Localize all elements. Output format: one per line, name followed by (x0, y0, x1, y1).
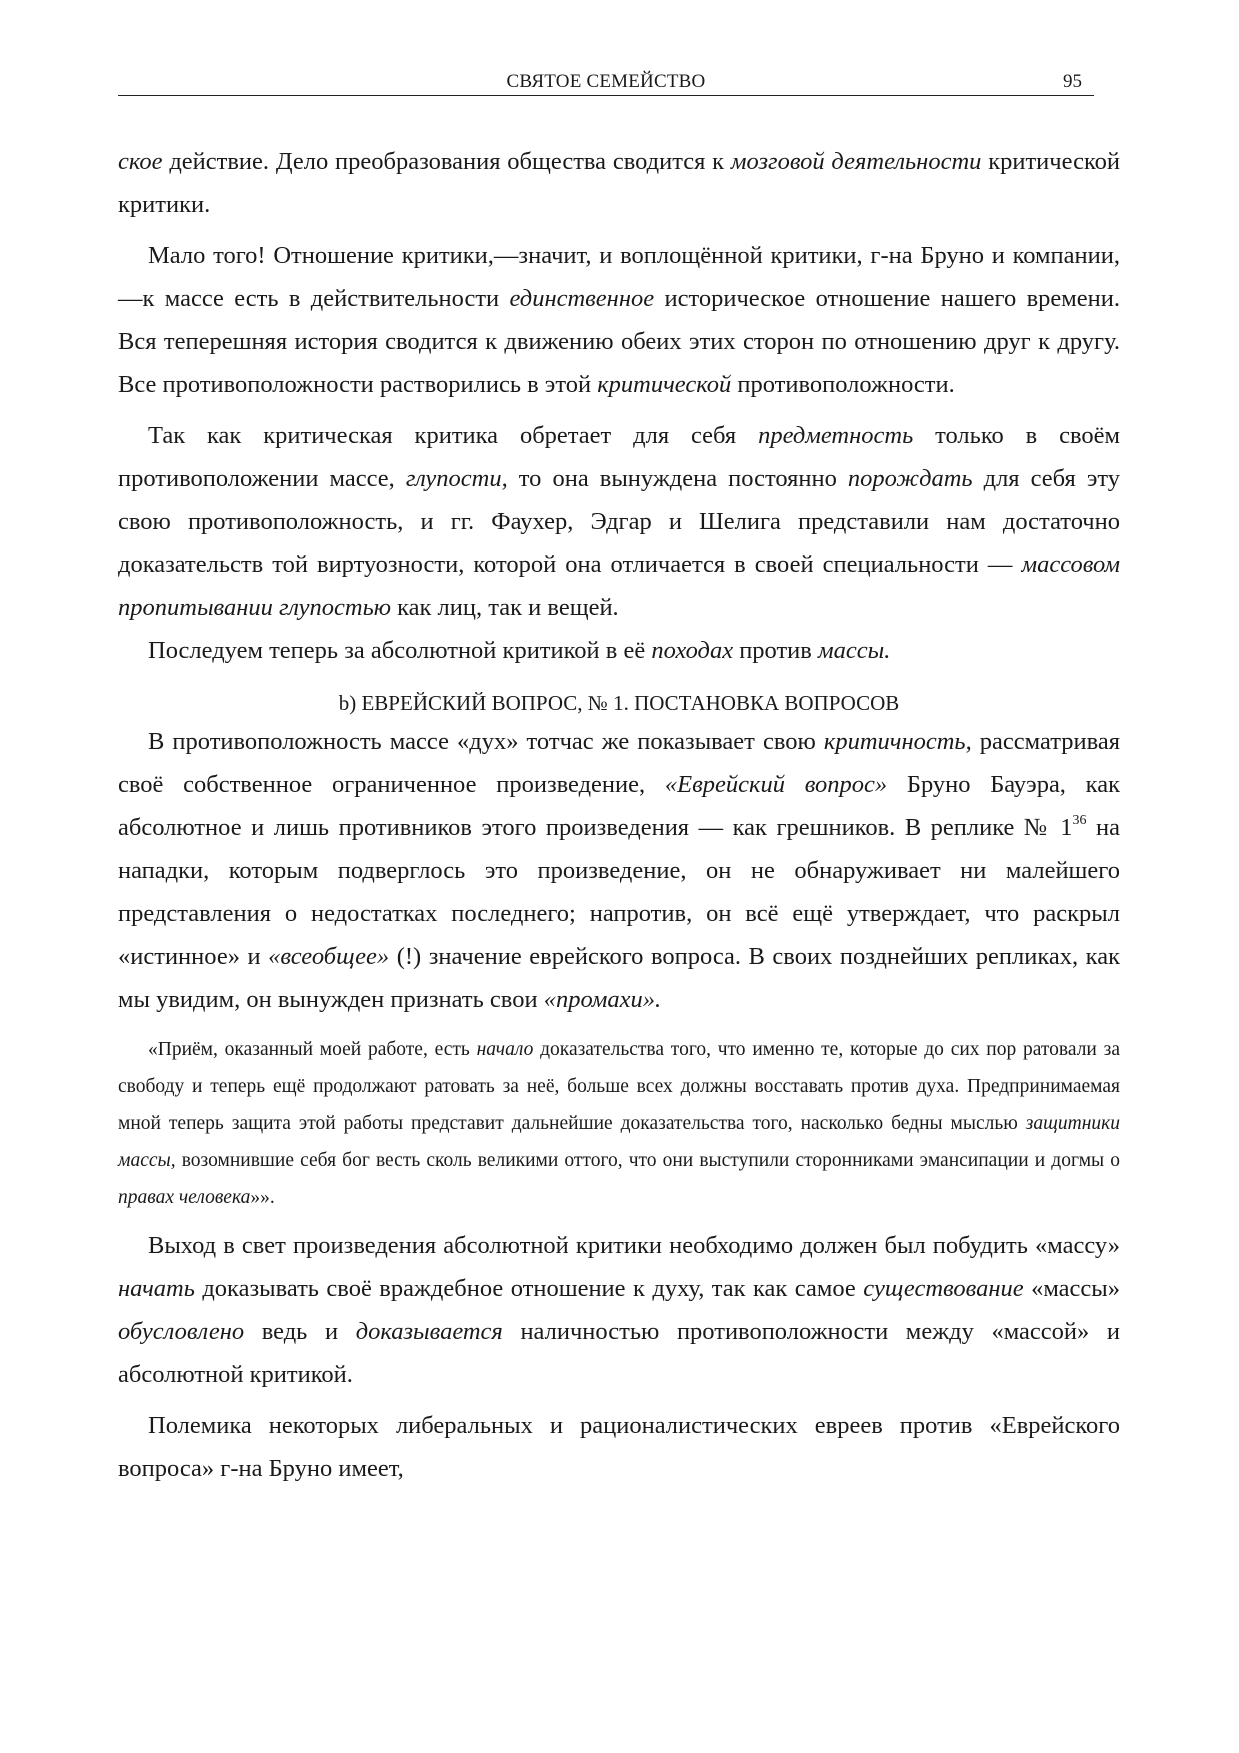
paragraph-text: критической критики. (118, 148, 1120, 218)
italic-text: «промахи». (543, 986, 662, 1013)
paragraph-text: историческое отношение нашего времени. Вся теперешняя история сводится к движению обеих этих сторон по отношению друг к другу. Все противоположности растворились в этой (118, 285, 1120, 398)
italic-text: массы. (818, 637, 891, 664)
paragraph-text: ведь и (244, 1318, 356, 1345)
paragraph-text: доказывать своё враждебное отношение к духу, так как самое (194, 1275, 864, 1302)
paragraph-4 (118, 629, 1120, 672)
paragraph-text: Выход в свет произведения абсолютной критики необходимо должен был побудить «массу» (148, 1232, 1120, 1259)
running-header (118, 68, 1094, 96)
italic-text: «всеобщее» (268, 943, 390, 970)
italic-text: ское (118, 148, 163, 175)
paragraph-text: «массы» (1023, 1275, 1120, 1302)
paragraph-text: Полемика некоторых либеральных и рационалистических евреев против «Еврейского вопроса» г-на Бруно имеет, (118, 1412, 1120, 1482)
italic-text: существование (863, 1275, 1024, 1302)
paragraph-text: рассматривая своё собственное ограниченное произведение, (118, 728, 1120, 798)
header-rule (118, 95, 1094, 96)
italic-text: правах человека (118, 1187, 251, 1208)
paragraph-text: на нападки, которым подверглось это произведение, он не обнаруживает ни малейшего представления о недостатках последнего; напротив, он всё ещё утверждает, что раскрыл «истинное» и (118, 814, 1120, 970)
paragraph-text: действие. Дело преобразования общества сводится к (162, 148, 731, 175)
italic-text: предметность (758, 422, 914, 449)
paragraph-text: В противоположность массе «дух» тотчас же показывает свою (148, 728, 824, 755)
paragraph-1 (118, 140, 1120, 226)
paragraph-text: только в своём противоположении массе, (118, 422, 1121, 492)
italic-text: начать (118, 1275, 195, 1302)
paragraph-2 (118, 234, 1120, 406)
italic-text: начало (476, 1039, 534, 1060)
quote-text: «Приём, оказанный моей работе, есть (148, 1039, 477, 1060)
paragraph-text: как лиц, так и вещей. (391, 594, 619, 621)
paragraph-text: Бруно Бауэра, как абсолютное и лишь противников этого произведения — как грешников. В реплике № 1 (118, 771, 1120, 841)
paragraph-text: (!) значение еврейского вопроса. В своих позднейших репликах, как мы увидим, он вынужден признать свои (118, 943, 1120, 1013)
italic-text: единственное (509, 285, 655, 312)
page-body (118, 140, 1120, 1490)
quote-text: »». (250, 1187, 275, 1208)
italic-text: массовом пропитывании глупостью (118, 551, 1120, 621)
italic-text: порождать (847, 465, 973, 492)
italic-text: походах (651, 637, 734, 664)
quote-text: возомнившие себя бог весть сколь великими оттого, что они выступили сторонниками эмансипации и догмы о (175, 1150, 1120, 1171)
footnote-reference[interactable]: 36 (1072, 813, 1087, 828)
paragraph-text: то она вынуждена постоянно (507, 465, 848, 492)
paragraph-5 (118, 720, 1120, 1021)
italic-text: «Еврейский вопрос» (664, 771, 888, 798)
paragraph-text: против (733, 637, 818, 664)
italic-text: критической (597, 371, 732, 398)
paragraph-6 (118, 1224, 1120, 1396)
italic-text: критичность, (823, 728, 972, 755)
paragraph-text: Так как критическая критика обретает для себя (148, 422, 759, 449)
paragraph-text: Последуем теперь за абсолютной критикой в её (148, 637, 652, 664)
italic-text: мозговой деятельности (730, 148, 982, 175)
quote-text: доказательства того, что именно те, которые до сих пор ратовали за свободу и теперь ещё продолжают ратовать за неё, больше всех должны восставать против духа. Предпринимаемая мной теперь защита этой работы представит дальнейшие доказательства того, насколько бедны мыслью (118, 1039, 1120, 1134)
italic-text: доказывается (355, 1318, 503, 1345)
paragraph-text: Мало того! Отношение критики,—значит, и воплощённой критики, г-на Бруно и компании, —к массе есть в действительности (118, 242, 1120, 312)
paragraph-7 (118, 1404, 1120, 1490)
italic-text: защитники массы, (118, 1113, 1120, 1171)
paragraph-text: для себя эту свою противоположность, и гг. Фаухер, Эдгар и Шелига представили нам достаточно доказательств той виртуозности, которой она отличается в своей специальности — (118, 465, 1120, 578)
block-quote (118, 1031, 1120, 1216)
italic-text: глупости, (405, 465, 508, 492)
section-heading: b) ЕВРЕЙСКИЙ ВОПРОС, № 1. ПОСТАНОВКА ВОПРОСОВ (338, 691, 900, 715)
paragraph-text: противоположности. (731, 371, 955, 398)
paragraph-text: наличностью противоположности между «массой» и абсолютной критикой. (118, 1318, 1120, 1388)
paragraph-3 (118, 414, 1120, 629)
running-header-title: СВЯТОЕ СЕМЕЙСТВО (506, 71, 706, 92)
page-number: 95 (1063, 71, 1082, 92)
italic-text: обусловлено (118, 1318, 245, 1345)
